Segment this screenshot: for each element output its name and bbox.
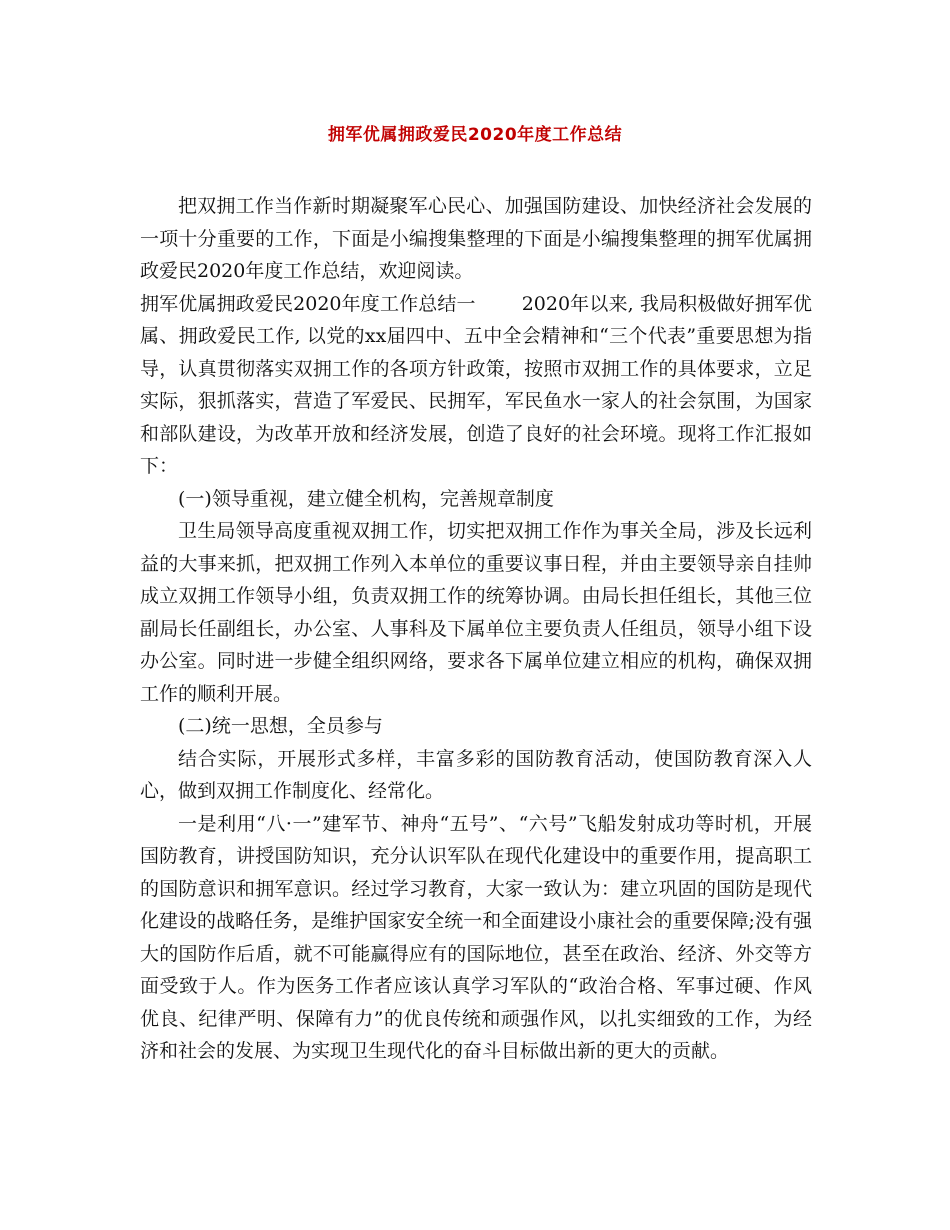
part-opening: 2020年以来, 我局积极做好拥军优属、拥政爱民工作, 以党的xx届四中、五中全会精神和“三个代表”重要思想为指导，认真贯彻落实双拥工作的各项方针政策，按照市双拥工作的具体要求，立足实际，狠抓落实，营造了军爱民、民拥军，军民鱼水一家人的社会氛围，为国家和部队建设，为改革开放和经济发展，创造了良好的社会环境。现将工作汇报如下： <box>140 292 813 477</box>
document-body <box>140 190 812 1068</box>
part-one-paragraph <box>140 288 812 483</box>
section-heading-1: (一)领导重视，建立健全机构，完善规章制度 <box>178 487 554 510</box>
intro-paragraph: 把双拥工作当作新时期凝聚军心民心、加强国防建设、加快经济社会发展的一项十分重要的工作，下面是小编搜集整理的下面是小编搜集整理的拥军优属拥政爱民2020年度工作总结，欢迎阅读。 <box>140 195 812 282</box>
section-body-1: 卫生局领导高度重视双拥工作，切实把双拥工作作为事关全局，涉及长远利益的大事来抓，把双拥工作列入本单位的重要议事日程，并由主要领导亲自挂帅成立双拥工作领导小组，负责双拥工作的统筹协调。由局长担任组长，其他三位副局长任副组长，办公室、人事科及下属单位主要负责人任组员，领导小组下设办公室。同时进一步健全组织网络，要求各下属单位建立相应的机构，确保双拥工作的顺利开展。 <box>140 520 812 705</box>
part-heading: 拥军优属拥政爱民2020年度工作总结一 <box>140 292 476 315</box>
section-2-point-1: 一是利用“八·一”建军节、神舟“五号”、“六号”飞船发射成功等时机，开展国防教育，讲授国防知识，充分认识军队在现代化建设中的重要作用，提高职工的国防意识和拥军意识。经过学习教育，大家一致认为：建立巩固的国防是现代化建设的战略任务，是维护国家安全统一和全面建设小康社会的重要保障;没有强大的国防作后盾，就不可能赢得应有的国际地位，甚至在政治、经济、外交等方面受致于人。作为医务工作者应该认真学习军队的“政治合格、军事过硬、作风优良、纪律严明、保障有力”的优良传统和顽强作风，以扎实细致的工作，为经济和社会的发展、为实现卫生现代化的奋斗目标做出新的更大的贡献。 <box>140 812 812 1062</box>
document-title: 拥军优属拥政爱民2020年度工作总结 <box>327 125 623 145</box>
section-body-2: 结合实际，开展形式多样，丰富多彩的国防教育活动，使国防教育深入人心，做到双拥工作制度化、经常化。 <box>140 747 812 802</box>
section-heading-2: (二)统一思想，全员参与 <box>178 715 383 737</box>
